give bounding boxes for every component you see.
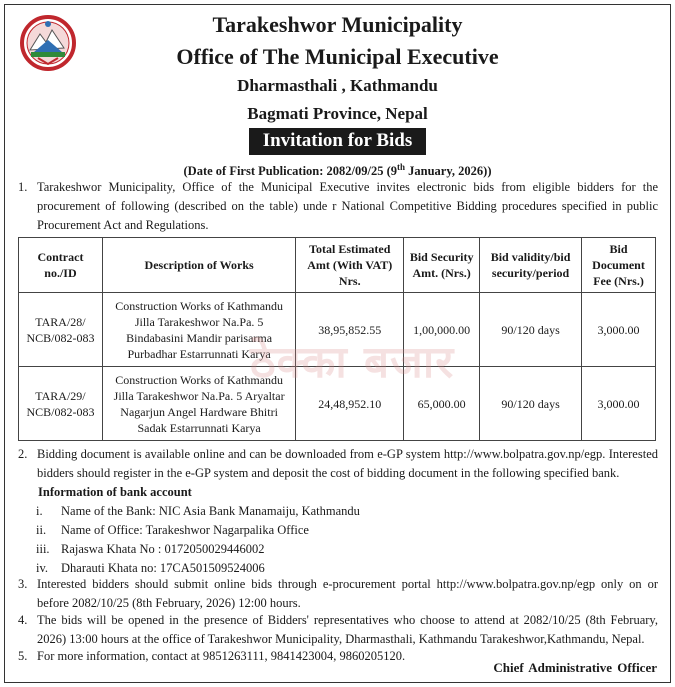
header-bid-security: Bid Security Amt. (Nrs.) [404, 238, 480, 293]
table-header-row [19, 238, 656, 293]
header-contract-id: Contract no./ID [19, 238, 103, 293]
estimated-amount: 24,48,952.10 [296, 367, 404, 441]
bank-item: ii. Name of Office: Tarakeshwor Nagarpalika Office [36, 523, 309, 537]
office-location: Dharmasthali , Kathmandu [237, 76, 438, 95]
bid-validity: 90/120 days [480, 293, 582, 367]
submission-paragraph: 3. Interested bidders should submit online bids through e-procurement portal http://www.bolpatra.gov.np/egp only on or before 2082/10/25 (8th February, 2026) 12:00 hours. [18, 577, 658, 610]
signatory-title: Chief Administrative Officer [493, 660, 657, 675]
bidding-document-paragraph: 2. Bidding document is available online and can be downloaded from e-GP system http://www.bolpatra.gov.np/egp. Interested bidders should register in the e-GP system and deposit the cost of bidding document in the following specified bank. [18, 447, 658, 480]
office-name: Office of The Municipal Executive [176, 44, 499, 69]
header-description: Description of Works [102, 238, 295, 293]
watermark: ठेक्का बजार [250, 337, 455, 388]
bid-security-amount: 1,00,000.00 [404, 293, 480, 367]
opening-paragraph: 4. The bids will be opened in the presence of Bidders' representatives who choose to attend at 2082/10/25 (8th February, 2026) 13:00 hours at the office of Tarakeshwor Municipality, Dharmasthali, Kathmandu Tarakeshwor,Kathmandu, Nepal. [18, 613, 658, 646]
bank-info-title: Information of bank account [38, 485, 192, 499]
header-document-fee: Bid Document Fee (Nrs.) [582, 238, 656, 293]
bank-item: iii. Rajaswa Khata No : 0172050029446002 [36, 542, 265, 556]
municipality-name: Tarakeshwor Municipality [212, 12, 463, 37]
office-province: Bagmati Province, Nepal [247, 104, 428, 123]
estimated-amount: 38,95,852.55 [296, 293, 404, 367]
work-description: Construction Works of Kathmandu Jilla Tarakeshwor Na.Pa. 5 Aryaltar Nagarjun Angel Hardware Bhitri Sadak Estarrunnati Karya [102, 367, 295, 441]
bid-security-amount: 65,000.00 [404, 367, 480, 441]
bid-validity: 90/120 days [480, 367, 582, 441]
document-fee: 3,000.00 [582, 367, 656, 441]
contract-id: TARA/29/ NCB/082-083 [19, 367, 103, 441]
notice-title: Invitation for Bids [249, 128, 427, 155]
publication-date: (Date of First Publication: 2082/09/25 (9th January, 2026)) [183, 162, 492, 179]
contract-id: TARA/28/ NCB/082-083 [19, 293, 103, 367]
intro-paragraph: 1. Tarakeshwor Municipality, Office of the Municipal Executive invites electronic bids from eligible bidders for the procurement of following (described on the table) unde r National Competitive Bidding procedures specified in public Procurement Act and Regulations. [18, 180, 658, 232]
contact-paragraph: 5. For more information, contact at 9851263111, 9841423004, 9860205120. [18, 649, 406, 663]
header-estimate: Total Estimated Amt (With VAT) Nrs. [296, 238, 404, 293]
work-description: Construction Works of Kathmandu Jilla Tarakeshwor Na.Pa. 5 Bindabasini Mandir parisarma Purbadhar Estarrunnati Karya [102, 293, 295, 367]
header-validity: Bid validity/bid security/period [480, 238, 582, 293]
document-fee: 3,000.00 [582, 293, 656, 367]
bank-item: iv. Dharauti Khata no: 17CA501509524006 [36, 561, 265, 575]
bank-item: i. Name of the Bank: NIC Asia Bank Manamaiju, Kathmandu [36, 504, 360, 518]
